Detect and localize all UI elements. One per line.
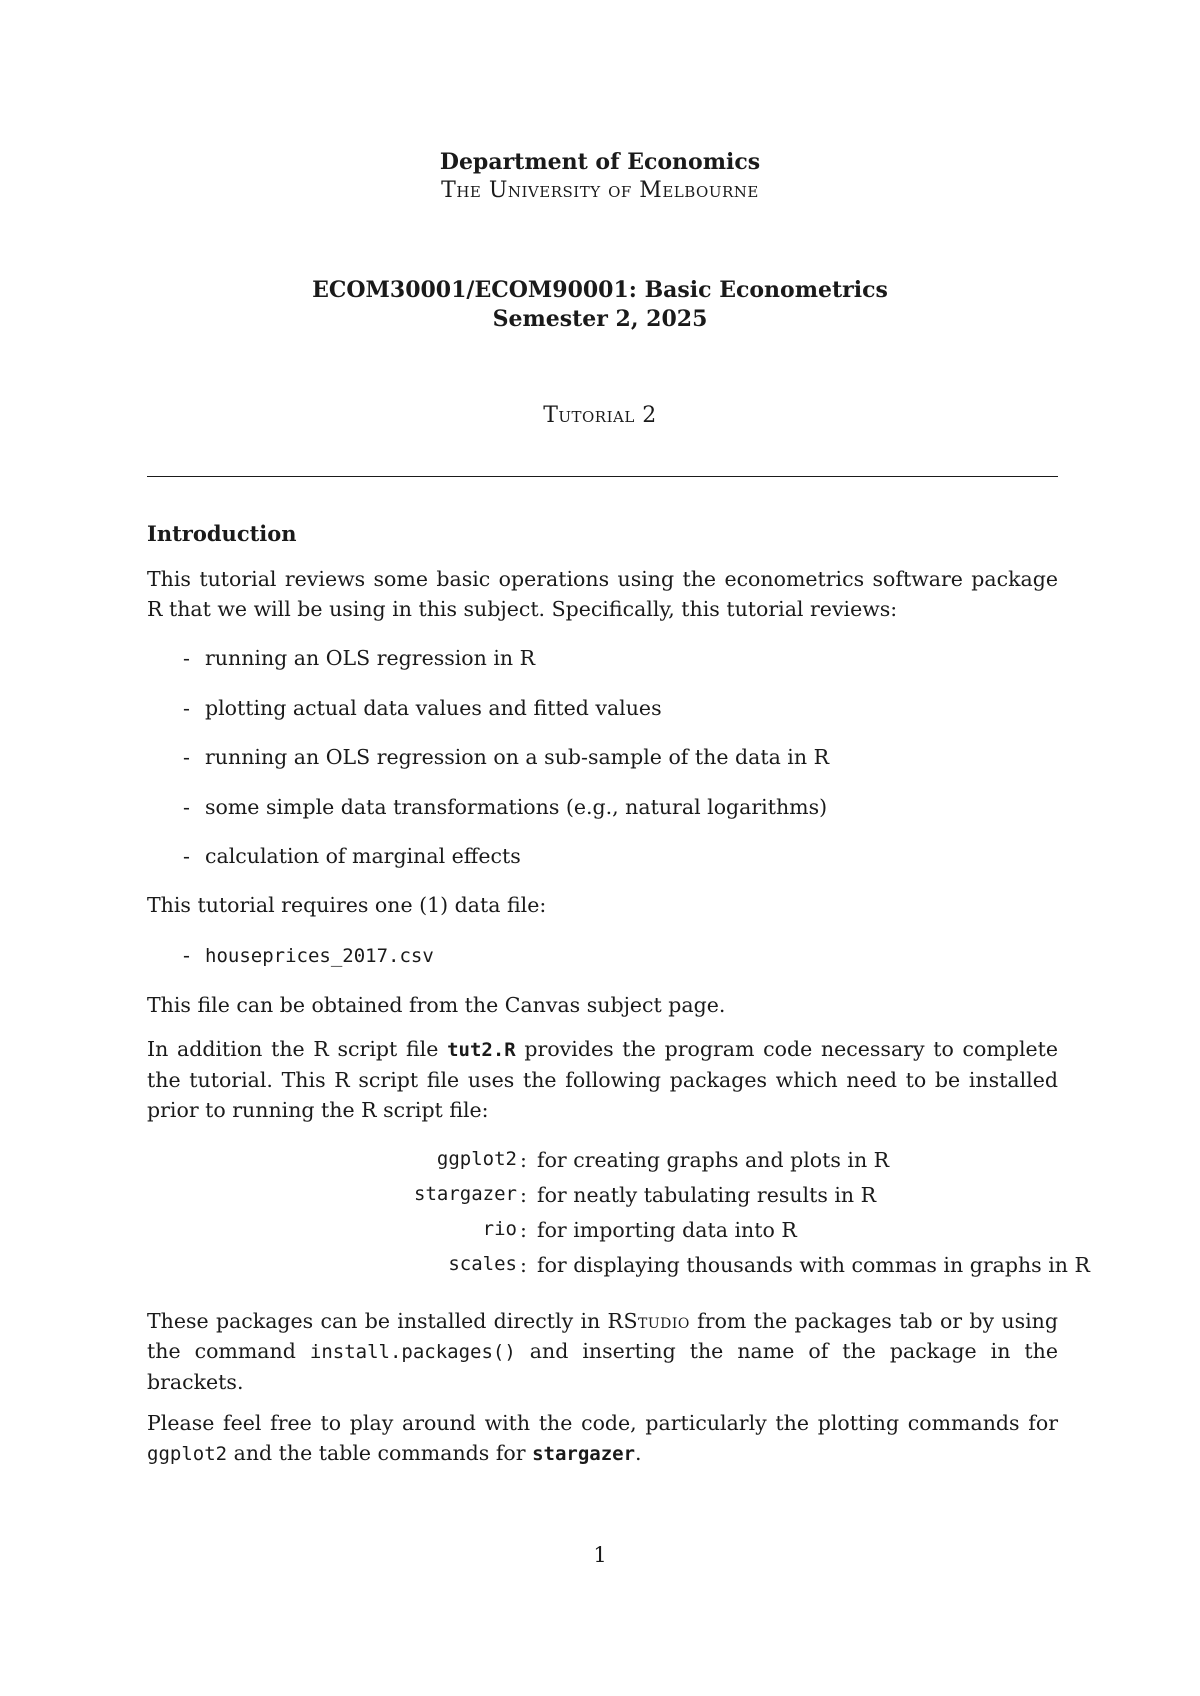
table-row bbox=[147, 1253, 1090, 1285]
package-description: for displaying thousands with commas in graphs in R bbox=[537, 1253, 1090, 1277]
table-row bbox=[147, 1183, 1058, 1215]
separator-colon: : bbox=[520, 1148, 527, 1172]
package-name: rio bbox=[482, 1218, 517, 1240]
closing-package-ggplot2: ggplot2 bbox=[147, 1443, 228, 1465]
course-title: ECOM30001/ECOM90001: Basic Econometrics bbox=[312, 277, 888, 303]
separator-colon: : bbox=[520, 1218, 527, 1242]
list-item: - running an OLS regression in R bbox=[183, 646, 536, 670]
closing-package-stargazer: stargazer bbox=[532, 1443, 636, 1465]
install-paragraph bbox=[147, 1306, 1058, 1397]
table-row bbox=[147, 1148, 1058, 1180]
closing-paragraph bbox=[147, 1408, 1058, 1469]
list-item-text: some simple data transformations (e.g., natural logarithms) bbox=[205, 795, 828, 819]
package-name: scales bbox=[448, 1253, 517, 1275]
list-item-text: running an OLS regression in R bbox=[205, 646, 536, 670]
obtain-sentence: This file can be obtained from the Canvas subject page. bbox=[147, 993, 726, 1017]
package-name: stargazer bbox=[414, 1183, 517, 1205]
department-title: Department of Economics bbox=[439, 149, 761, 175]
install-text-b: from the packages tab or by using the command bbox=[147, 1309, 1059, 1363]
list-item-text: calculation of marginal effects bbox=[205, 844, 521, 868]
rstudio-name: RStudio bbox=[607, 1309, 690, 1333]
list-item: - calculation of marginal effects bbox=[183, 844, 521, 868]
install-text-c: and inserting the name of the package in the brackets. bbox=[147, 1339, 1058, 1394]
table-row bbox=[147, 1218, 1058, 1250]
list-item: - some simple data transformations (e.g., natural logarithms) bbox=[183, 795, 828, 819]
package-description: for creating graphs and plots in R bbox=[537, 1148, 890, 1172]
tutorial-label: Tutorial 2 bbox=[543, 403, 657, 428]
data-file-name: houseprices_2017.csv bbox=[205, 945, 434, 967]
closing-text-c: . bbox=[635, 1441, 642, 1465]
closing-text-a: Please feel free to play around with the code, particularly the plotting commands for bbox=[147, 1411, 1058, 1435]
university-name: The University of Melbourne bbox=[441, 178, 759, 203]
data-file-sentence: This tutorial requires one (1) data file: bbox=[147, 893, 547, 917]
script-paragraph bbox=[147, 1034, 1058, 1125]
install-command: install.packages() bbox=[309, 1341, 516, 1363]
script-text-b: provides the program code necessary to complete the tutorial. This R script file uses the following packages which need to be installed prior to running the R script file: bbox=[147, 1037, 1059, 1122]
horizontal-rule bbox=[147, 476, 1058, 477]
list-item-text: running an OLS regression on a sub-sample of the data in R bbox=[205, 745, 830, 769]
package-name: ggplot2 bbox=[436, 1148, 517, 1170]
intro-paragraph: This tutorial reviews some basic operations using the econometrics software package R that we will be using in this subject. Specifically, this tutorial reviews: bbox=[147, 567, 1058, 621]
semester-label: Semester 2, 2025 bbox=[492, 306, 708, 332]
install-text-a: These packages can be installed directly in bbox=[147, 1309, 608, 1333]
script-file-name: tut2.R bbox=[447, 1039, 516, 1061]
separator-colon: : bbox=[520, 1183, 527, 1207]
separator-colon: : bbox=[520, 1253, 527, 1277]
script-text-a: In addition the R script file bbox=[147, 1037, 448, 1061]
package-description: for importing data into R bbox=[537, 1218, 797, 1242]
list-item: - plotting actual data values and fitted values bbox=[183, 696, 662, 720]
list-item-text: plotting actual data values and fitted values bbox=[205, 696, 662, 720]
list-item: - running an OLS regression on a sub-sample of the data in R bbox=[183, 745, 830, 769]
page-number: 1 bbox=[593, 1543, 607, 1567]
closing-text-b: and the table commands for bbox=[227, 1441, 533, 1465]
list-item: - houseprices_2017.csv bbox=[183, 943, 434, 967]
section-heading: Introduction bbox=[147, 521, 297, 546]
package-description: for neatly tabulating results in R bbox=[537, 1183, 877, 1207]
